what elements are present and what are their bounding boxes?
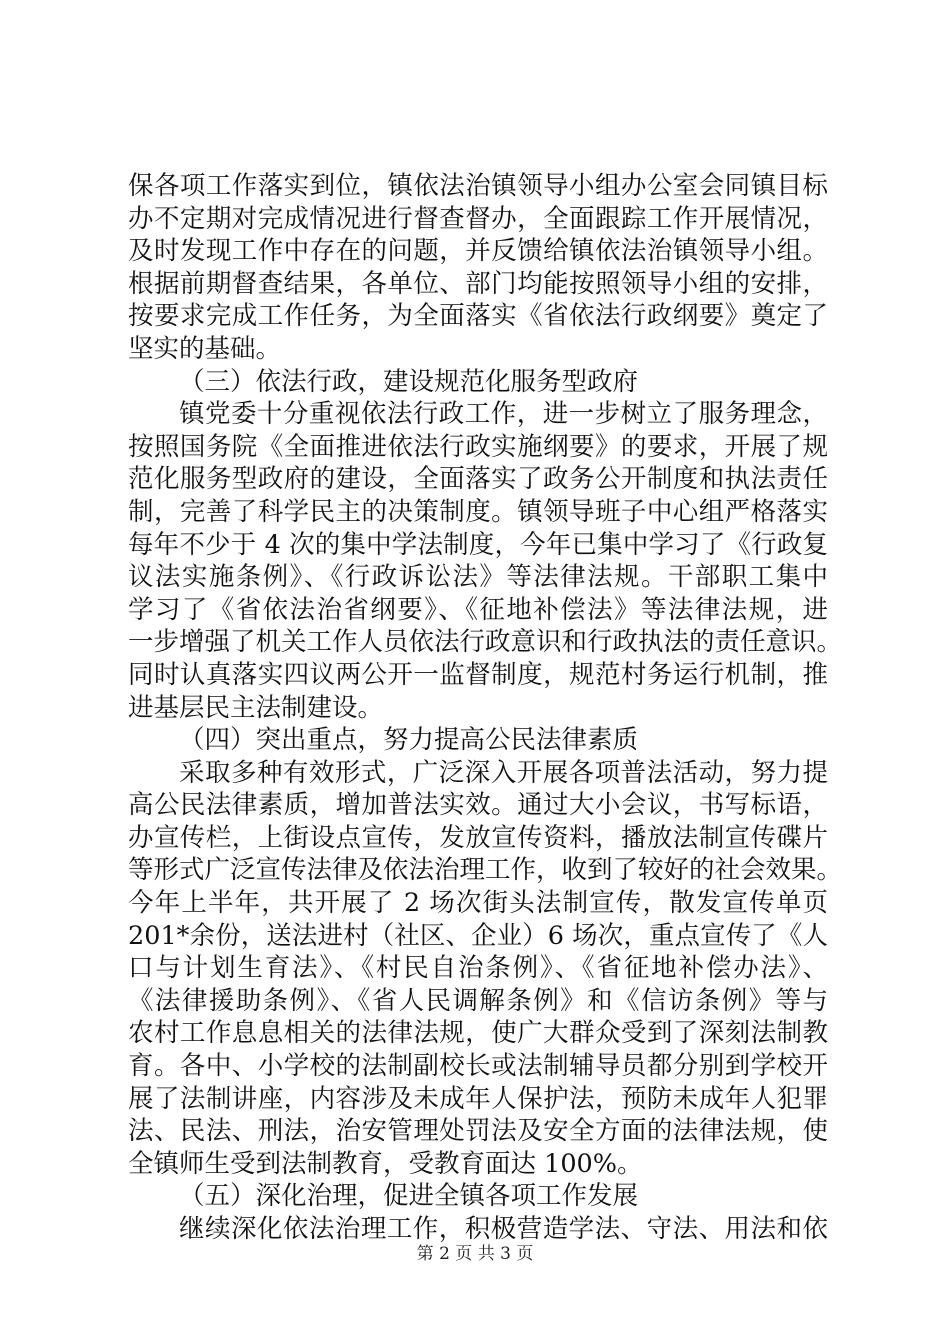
text-line: 201*余份，送法进村（社区、企业）6 场次，重点宣传了《人 [128,920,828,951]
text-line: 范化服务型政府的建设，全面落实了政务公开制度和执法责任 [128,464,828,495]
text-line: 今年上半年，共开展了 2 场次街头法制宣传，散发宣传单页 [128,888,828,919]
section-heading: （三）依法行政，建设规范化服务型政府 [179,366,639,397]
document-body [128,170,843,1246]
text-line: 展了法制讲座，内容涉及未成年人保护法，预防未成年人犯罪 [128,1083,828,1114]
text-line: 每年不少于 4 次的集中学法制度，今年已集中学习了《行政复 [128,529,828,560]
text-line: 高公民法律素质，增加普法实效。通过大小会议，书写标语， [128,790,828,821]
section-heading: （五）深化治理，促进全镇各项工作发展 [179,1181,639,1212]
text-line: 保各项工作落实到位，镇依法治镇领导小组办公室会同镇目标 [128,171,828,201]
text-line: 法、民法、刑法，治安管理处罚法及安全方面的法律法规，使 [128,1116,828,1147]
text-line: 坚实的基础。 [128,333,282,364]
text-line: 镇党委十分重视依法行政工作，进一步树立了服务理念， [179,399,828,430]
text-line: 按要求完成工作任务，为全面落实《省依法行政纲要》奠定了 [128,301,828,332]
text-line: 进基层民主法制建设。 [128,692,384,723]
text-line: 及时发现工作中存在的问题，并反馈给镇依法治镇领导小组。 [128,236,828,267]
text-line: 等形式广泛宣传法律及依法治理工作，收到了较好的社会效果。 [128,855,843,886]
text-line: 全镇师生受到法制教育，受教育面达 100%。 [128,1148,643,1179]
text-line: 育。各中、小学校的法制副校长或法制辅导员都分别到学校开 [128,1051,828,1082]
text-line: 《法律援助条例》、《省人民调解条例》和《信访条例》等与 [128,985,828,1016]
text-line: 同时认真落实四议两公开一监督制度，规范村务运行机制，推 [128,659,828,690]
text-line: 继续深化依法治理工作，积极营造学法、守法、用法和依 [179,1214,828,1244]
text-line: 按照国务院《全面推进依法行政实施纲要》的要求，开展了规 [128,431,828,462]
text-line: 根据前期督查结果，各单位、部门均能按照领导小组的安排， [128,268,828,299]
text-line: 办宣传栏，上街设点宣传，发放宣传资料，播放法制宣传碟片 [128,822,828,853]
text-line: 采取多种有效形式，广泛深入开展各项普法活动，努力提 [179,757,828,788]
text-line: 学习了《省依法治省纲要》、《征地补偿法》等法律法规，进 [128,594,828,625]
text-line: 口与计划生育法》、《村民自治条例》、《省征地补偿办法》、 [128,953,828,984]
page-number-footer: 第 2 页 共 3 页 [416,1244,534,1264]
text-line: 办不定期对完成情况进行督查督办，全面跟踪工作开展情况， [128,203,828,234]
section-heading: （四）突出重点，努力提高公民法律素质 [179,725,639,756]
text-line: 议法实施条例》、《行政诉讼法》等法律法规。干部职工集中 [128,562,828,593]
text-line: 农村工作息息相关的法律法规，使广大群众受到了深刻法制教 [128,1018,828,1049]
text-line: 制，完善了科学民主的决策制度。镇领导班子中心组严格落实 [128,496,828,527]
text-line: 一步增强了机关工作人员依法行政意识和行政执法的责任意识。 [128,627,843,658]
